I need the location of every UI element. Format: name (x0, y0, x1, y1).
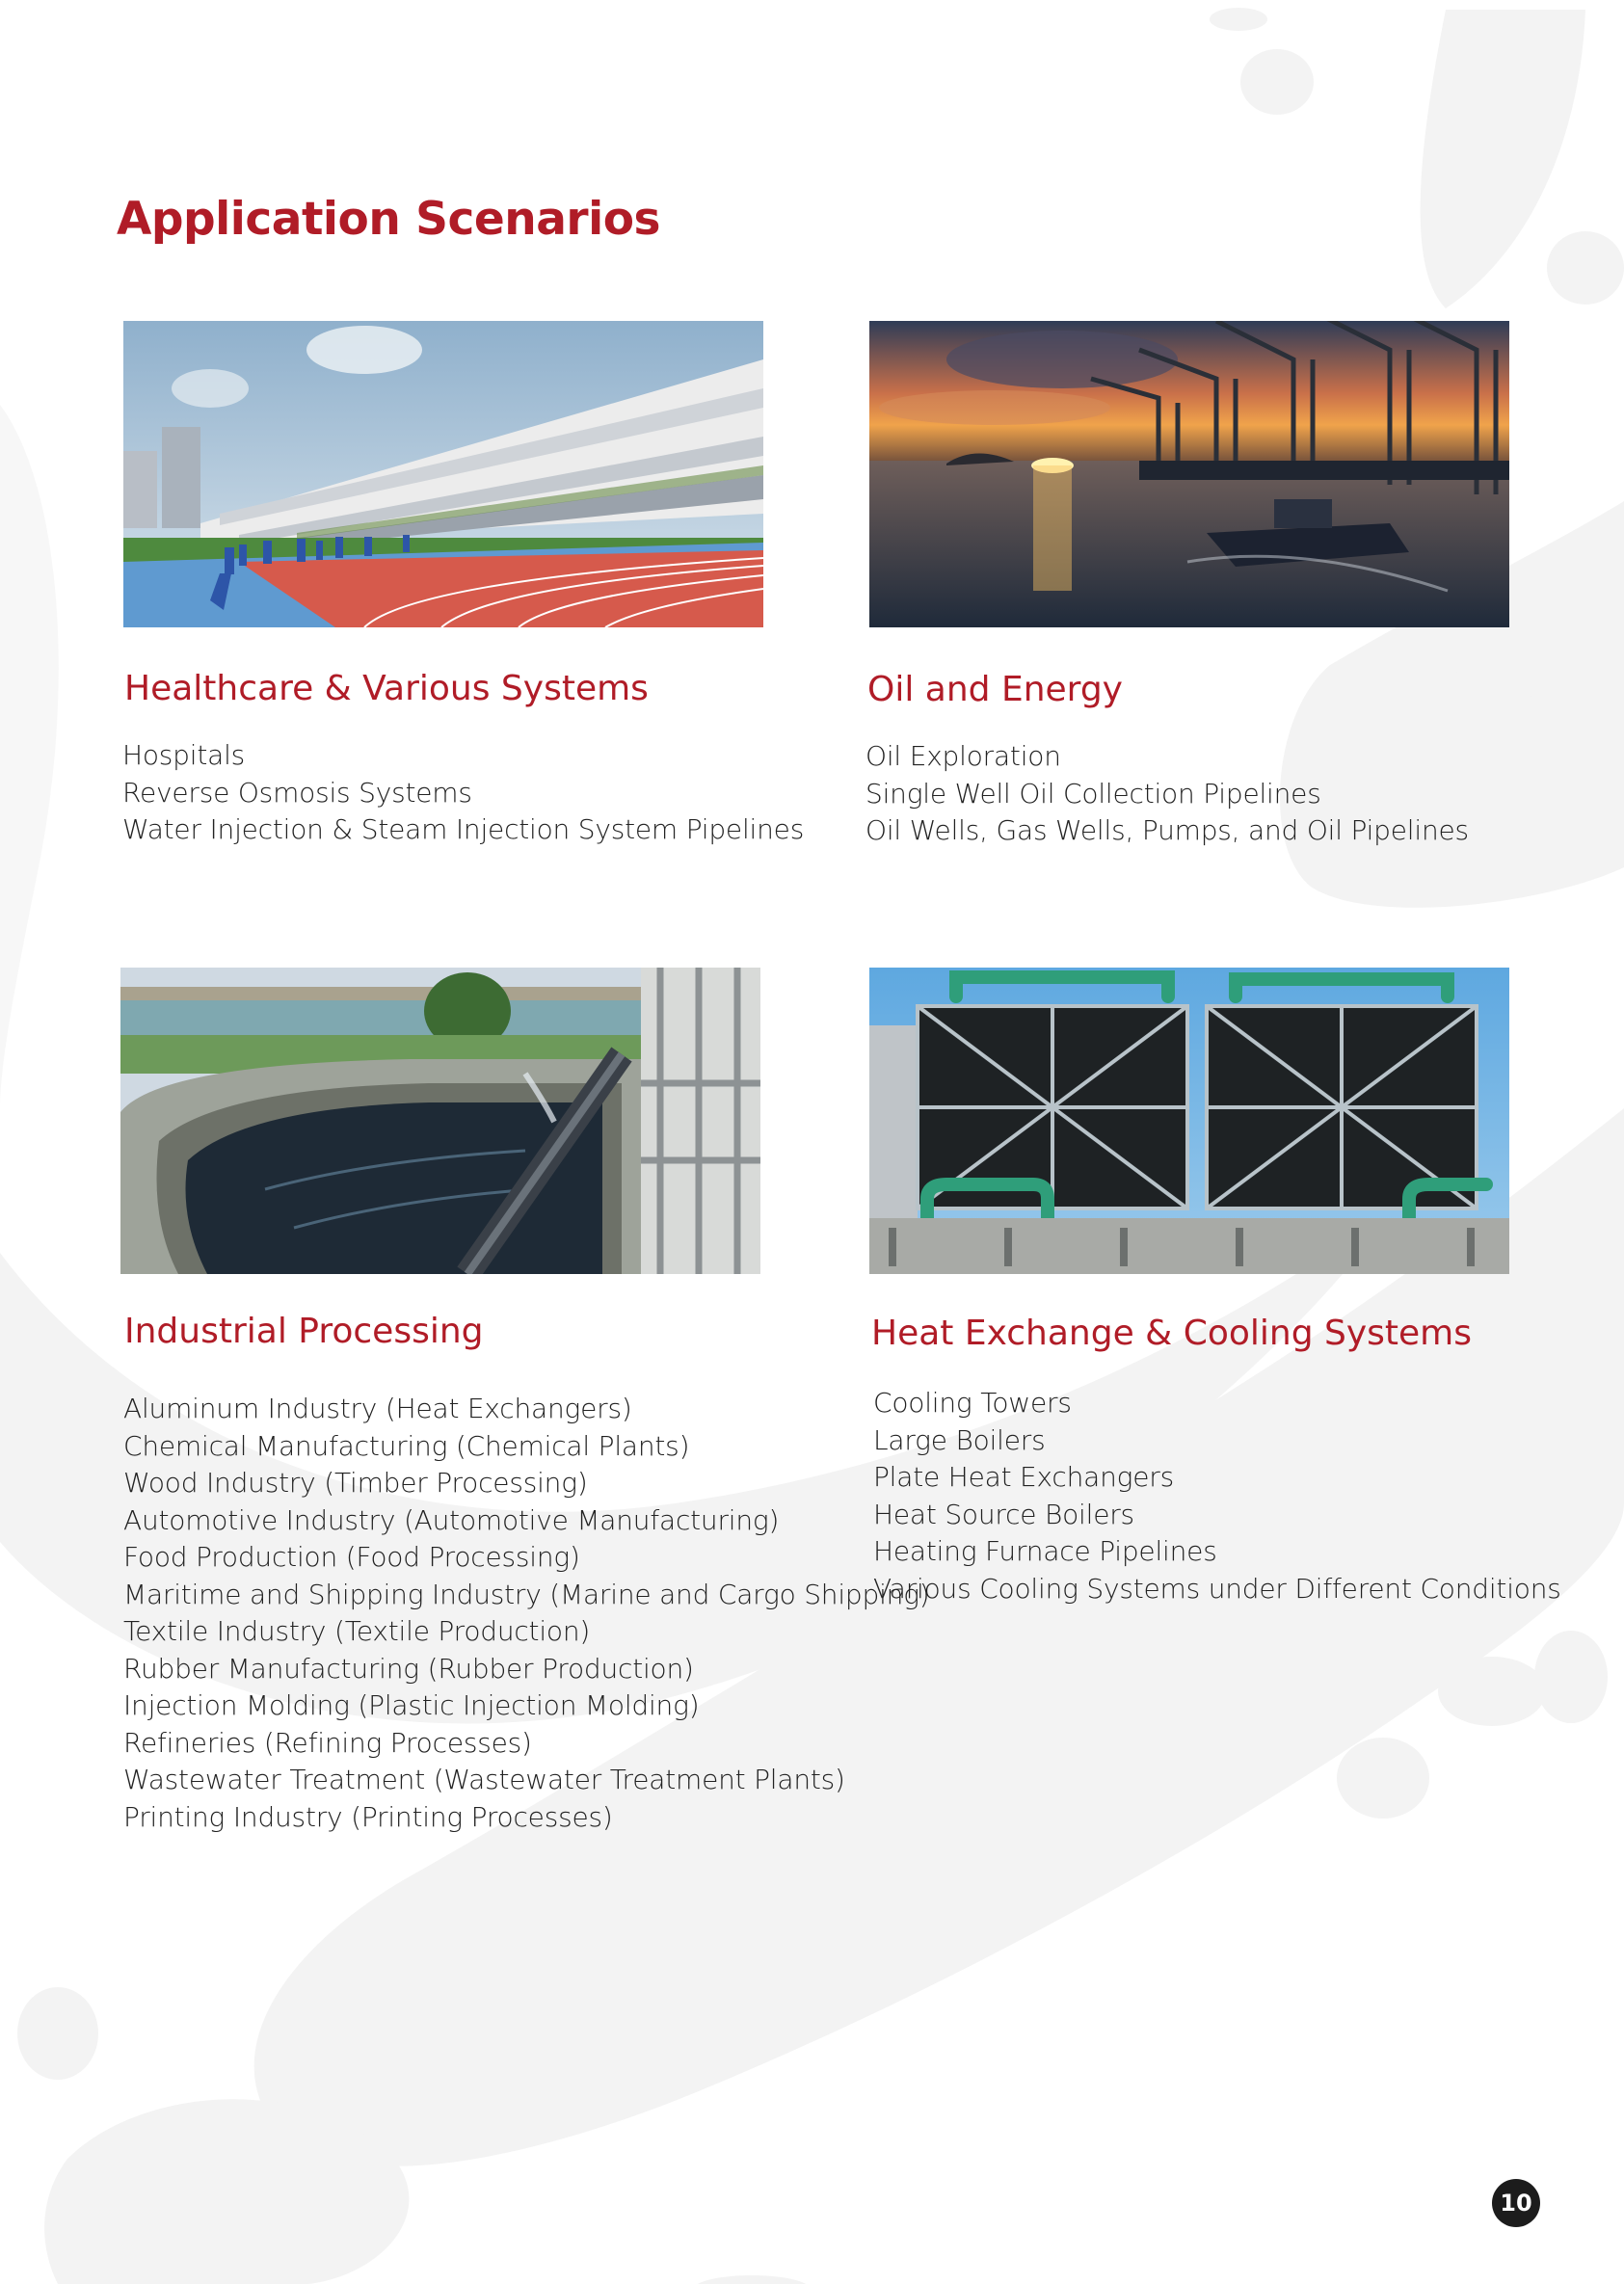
list-item: Water Injection & Steam Injection System Pipelines (122, 813, 805, 845)
list-item: Single Well Oil Collection Pipelines (865, 777, 1321, 810)
list-item: Rubber Manufacturing (Rubber Production) (123, 1652, 694, 1685)
list-item: Oil Exploration (865, 740, 1061, 772)
list-item: Oil Wells, Gas Wells, Pumps, and Oil Pipelines (865, 814, 1469, 846)
oil-energy-item-list (865, 738, 1469, 850)
section-title-heat-exchange: Heat Exchange & Cooling Systems (871, 1314, 1473, 1353)
school-running-track-photo (123, 321, 763, 627)
heat-exchange-item-list (873, 1385, 1561, 1607)
list-item: Hospitals (122, 739, 246, 771)
list-item: Chemical Manufacturing (Chemical Plants) (123, 1429, 690, 1462)
list-item: Food Production (Food Processing) (123, 1541, 580, 1573)
list-item: Reverse Osmosis Systems (122, 776, 472, 809)
list-item: Wood Industry (Timber Processing) (123, 1467, 588, 1499)
list-item: Large Boilers (873, 1423, 1046, 1456)
wastewater-clarifier-tank-photo (120, 968, 760, 1274)
healthcare-item-list (122, 737, 804, 849)
list-item: Various Cooling Systems under Different Conditions (873, 1572, 1561, 1605)
section-title-industrial: Industrial Processing (124, 1312, 484, 1351)
list-item: Wastewater Treatment (Wastewater Treatment Plants) (123, 1764, 845, 1795)
list-item: Maritime and Shipping Industry (Marine and Cargo Shipping) (123, 1578, 930, 1610)
list-item: Automotive Industry (Automotive Manufacturing) (123, 1503, 780, 1536)
section-title-healthcare: Healthcare & Various Systems (124, 669, 649, 708)
list-item: Aluminum Industry (Heat Exchangers) (123, 1393, 632, 1424)
list-item: Cooling Towers (873, 1387, 1072, 1419)
page-number-badge: 10 (1492, 2179, 1540, 2227)
list-item: Printing Industry (Printing Processes) (123, 1800, 613, 1833)
industrial-item-list (123, 1391, 930, 1836)
list-item: Refineries (Refining Processes) (123, 1726, 532, 1759)
cooling-tower-units-photo (869, 968, 1509, 1274)
section-title-oil-energy: Oil and Energy (867, 670, 1123, 709)
list-item: Heat Source Boilers (873, 1498, 1134, 1530)
list-item: Injection Molding (Plastic Injection Molding) (123, 1689, 700, 1721)
list-item: Plate Heat Exchangers (873, 1461, 1174, 1493)
sunset-harbor-cranes-photo (869, 321, 1509, 627)
page-title: Application Scenarios (117, 193, 660, 246)
list-item: Textile Industry (Textile Production) (123, 1615, 591, 1647)
list-item: Heating Furnace Pipelines (873, 1535, 1217, 1567)
